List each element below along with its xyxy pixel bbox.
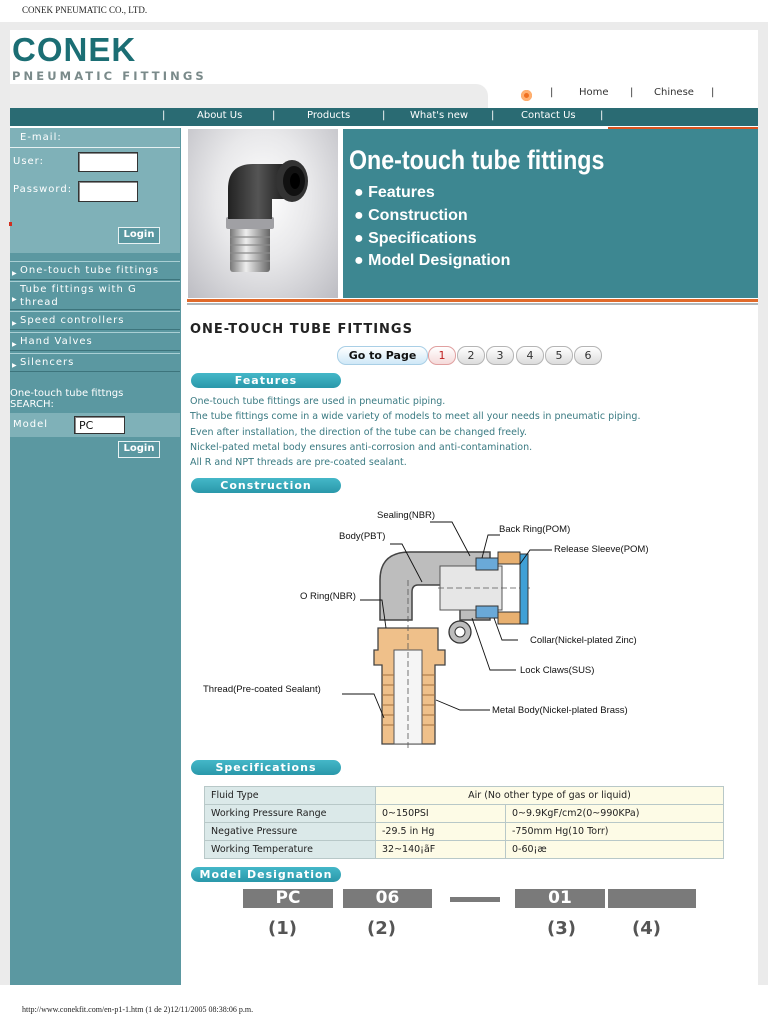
sidebar-item-label: Hand Valves bbox=[20, 336, 93, 347]
model-box-3: 01 bbox=[515, 889, 605, 908]
nav-separator: | bbox=[272, 110, 276, 121]
specifications-heading: Specifications bbox=[191, 760, 341, 775]
model-number: (2) bbox=[367, 918, 396, 939]
nav-separator: | bbox=[162, 110, 166, 121]
page-link-1[interactable]: 1 bbox=[428, 346, 456, 365]
goto-page-label: Go to Page bbox=[337, 346, 428, 365]
email-label: E-mail: bbox=[20, 132, 62, 143]
construction-heading: Construction bbox=[191, 478, 341, 493]
specifications-table bbox=[204, 786, 724, 859]
password-label: Password: bbox=[13, 184, 73, 195]
banner-link-label: Features bbox=[368, 184, 435, 201]
arrow-right-icon: ▶ bbox=[12, 320, 18, 327]
user-input[interactable] bbox=[78, 152, 138, 172]
feature-line: One-touch tube fittings are used in pneumatic piping. bbox=[190, 396, 446, 407]
search-title: One-touch tube fittngs SEARCH: bbox=[10, 388, 124, 410]
page-link-2[interactable]: 2 bbox=[457, 346, 485, 365]
banner-link-label: Construction bbox=[368, 207, 468, 224]
home-dot-icon bbox=[521, 90, 532, 101]
topnav-separator: | bbox=[550, 87, 554, 98]
label-release-sleeve: Release Sleeve(POM) bbox=[554, 544, 649, 555]
sidebar-item-g-thread[interactable] bbox=[10, 281, 180, 310]
nav-separator: | bbox=[491, 110, 495, 121]
sidebar-item-label: One-touch tube fittings bbox=[20, 265, 160, 276]
nav-whats-new[interactable]: What's new bbox=[410, 110, 469, 121]
spec-label: Working Pressure Range bbox=[205, 805, 376, 823]
features-heading: Features bbox=[191, 373, 341, 388]
sidebar-item-label: Silencers bbox=[20, 357, 75, 368]
topnav-home-link[interactable]: Home bbox=[579, 87, 609, 98]
nav-contact-us[interactable]: Contact Us bbox=[521, 110, 576, 121]
divider bbox=[187, 303, 758, 305]
table-row bbox=[205, 805, 724, 823]
topnav-chinese-link[interactable]: Chinese bbox=[654, 87, 694, 98]
spec-value: Air (No other type of gas or liquid) bbox=[376, 787, 724, 805]
spec-value: 0~9.9KgF/cm2(0~990KPa) bbox=[506, 805, 724, 823]
feature-line: Even after installation, the direction of the tube can be changed freely. bbox=[190, 427, 527, 438]
sidebar-item-label: Tube fittings with G thread bbox=[20, 284, 137, 308]
model-number: (4) bbox=[632, 918, 661, 939]
model-number: (1) bbox=[268, 918, 297, 939]
banner-link-model-designation[interactable]: ● Model Designation bbox=[354, 252, 511, 269]
model-label: Model bbox=[13, 419, 49, 430]
banner-link-label: Model Designation bbox=[368, 252, 511, 269]
divider bbox=[10, 147, 180, 148]
user-label: User: bbox=[13, 156, 44, 167]
arrow-right-icon: ▶ bbox=[12, 296, 18, 303]
topnav-separator: | bbox=[711, 87, 715, 98]
arrow-right-icon: ▶ bbox=[12, 362, 18, 369]
sidebar-item-speed-controllers[interactable] bbox=[10, 311, 180, 330]
model-box-4 bbox=[608, 889, 696, 908]
nav-products[interactable]: Products bbox=[307, 110, 351, 121]
password-input[interactable] bbox=[78, 181, 138, 202]
model-box-1: PC bbox=[243, 889, 333, 908]
main-nav bbox=[10, 108, 758, 126]
model-dash bbox=[450, 897, 500, 902]
spec-value: 32~140¡ãF bbox=[376, 841, 506, 859]
model-designation-heading: Model Designation bbox=[191, 867, 341, 882]
banner-link-features[interactable]: ● Features bbox=[354, 184, 435, 201]
print-header: CONEK PNEUMATIC CO., LTD. bbox=[22, 5, 148, 15]
spec-value: 0~150PSI bbox=[376, 805, 506, 823]
model-box-2: 06 bbox=[343, 889, 432, 908]
spec-value: -29.5 in Hg bbox=[376, 823, 506, 841]
banner-link-label: Specifications bbox=[368, 230, 477, 247]
label-lock-claws: Lock Claws(SUS) bbox=[520, 665, 595, 676]
elbow-fitting-icon bbox=[188, 129, 338, 298]
login-button[interactable]: Login bbox=[118, 227, 160, 244]
sidebar-item-silencers[interactable] bbox=[10, 353, 180, 372]
divider bbox=[187, 299, 758, 302]
banner-link-specifications[interactable]: ● Specifications bbox=[354, 230, 477, 247]
page-link-3[interactable]: 3 bbox=[486, 346, 514, 365]
conek-logo[interactable]: CONEK bbox=[12, 31, 137, 68]
sidebar-item-hand-valves[interactable] bbox=[10, 332, 180, 351]
arrow-right-icon: ▶ bbox=[12, 341, 18, 348]
label-thread: Thread(Pre-coated Sealant) bbox=[203, 684, 321, 695]
topnav-separator: | bbox=[630, 87, 634, 98]
search-button[interactable]: Login bbox=[118, 441, 160, 458]
table-row bbox=[205, 787, 724, 805]
header-wedge bbox=[10, 84, 488, 108]
banner-title: One-touch tube fittings bbox=[349, 145, 605, 175]
model-number: (3) bbox=[547, 918, 576, 939]
sidebar bbox=[10, 128, 181, 985]
label-sealing: Sealing(NBR) bbox=[377, 510, 436, 521]
feature-line: Nickel-pated metal body ensures anti-corrosion and anti-contamination. bbox=[190, 442, 533, 453]
red-marker bbox=[9, 222, 12, 226]
construction-diagram bbox=[190, 500, 670, 750]
spec-label: Working Temperature bbox=[205, 841, 376, 859]
table-row bbox=[205, 841, 724, 859]
spec-label: Negative Pressure bbox=[205, 823, 376, 841]
label-collar: Collar(Nickel-plated Zinc) bbox=[530, 635, 637, 646]
arrow-right-icon: ▶ bbox=[12, 270, 18, 277]
table-row bbox=[205, 823, 724, 841]
product-photo bbox=[188, 129, 338, 298]
sidebar-item-one-touch[interactable] bbox=[10, 261, 180, 280]
page-link-6[interactable]: 6 bbox=[574, 346, 602, 365]
label-o-ring: O Ring(NBR) bbox=[300, 591, 356, 602]
nav-separator: | bbox=[600, 110, 604, 121]
feature-line: The tube fittings come in a wide variety of models to meet all your needs in pneumatic piping. bbox=[190, 411, 641, 422]
nav-about-us[interactable]: About Us bbox=[197, 110, 243, 121]
model-search-input[interactable]: PC bbox=[74, 416, 125, 434]
label-body: Body(PBT) bbox=[339, 531, 386, 542]
spec-label: Fluid Type bbox=[205, 787, 376, 805]
label-back-ring: Back Ring(POM) bbox=[499, 524, 571, 535]
nav-separator: | bbox=[382, 110, 386, 121]
feature-line: All R and NPT threads are pre-coated sealant. bbox=[190, 457, 407, 468]
label-metal-body: Metal Body(Nickel-plated Brass) bbox=[492, 705, 628, 716]
logo-tagline: PNEUMATIC FITTINGS bbox=[12, 69, 207, 83]
page-link-4[interactable]: 4 bbox=[516, 346, 544, 365]
banner-link-construction[interactable]: ● Construction bbox=[354, 207, 468, 224]
print-footer: http://www.conekfit.com/en-p1-1.htm (1 de 2)12/11/2005 08:38:06 p.m. bbox=[22, 1005, 254, 1014]
spec-value: -750mm Hg(10 Torr) bbox=[506, 823, 724, 841]
page-link-5[interactable]: 5 bbox=[545, 346, 573, 365]
page-title: ONE-TOUCH TUBE FITTINGS bbox=[190, 322, 413, 337]
sidebar-item-label: Speed controllers bbox=[20, 315, 125, 326]
spec-value: 0-60¡æ bbox=[506, 841, 724, 859]
